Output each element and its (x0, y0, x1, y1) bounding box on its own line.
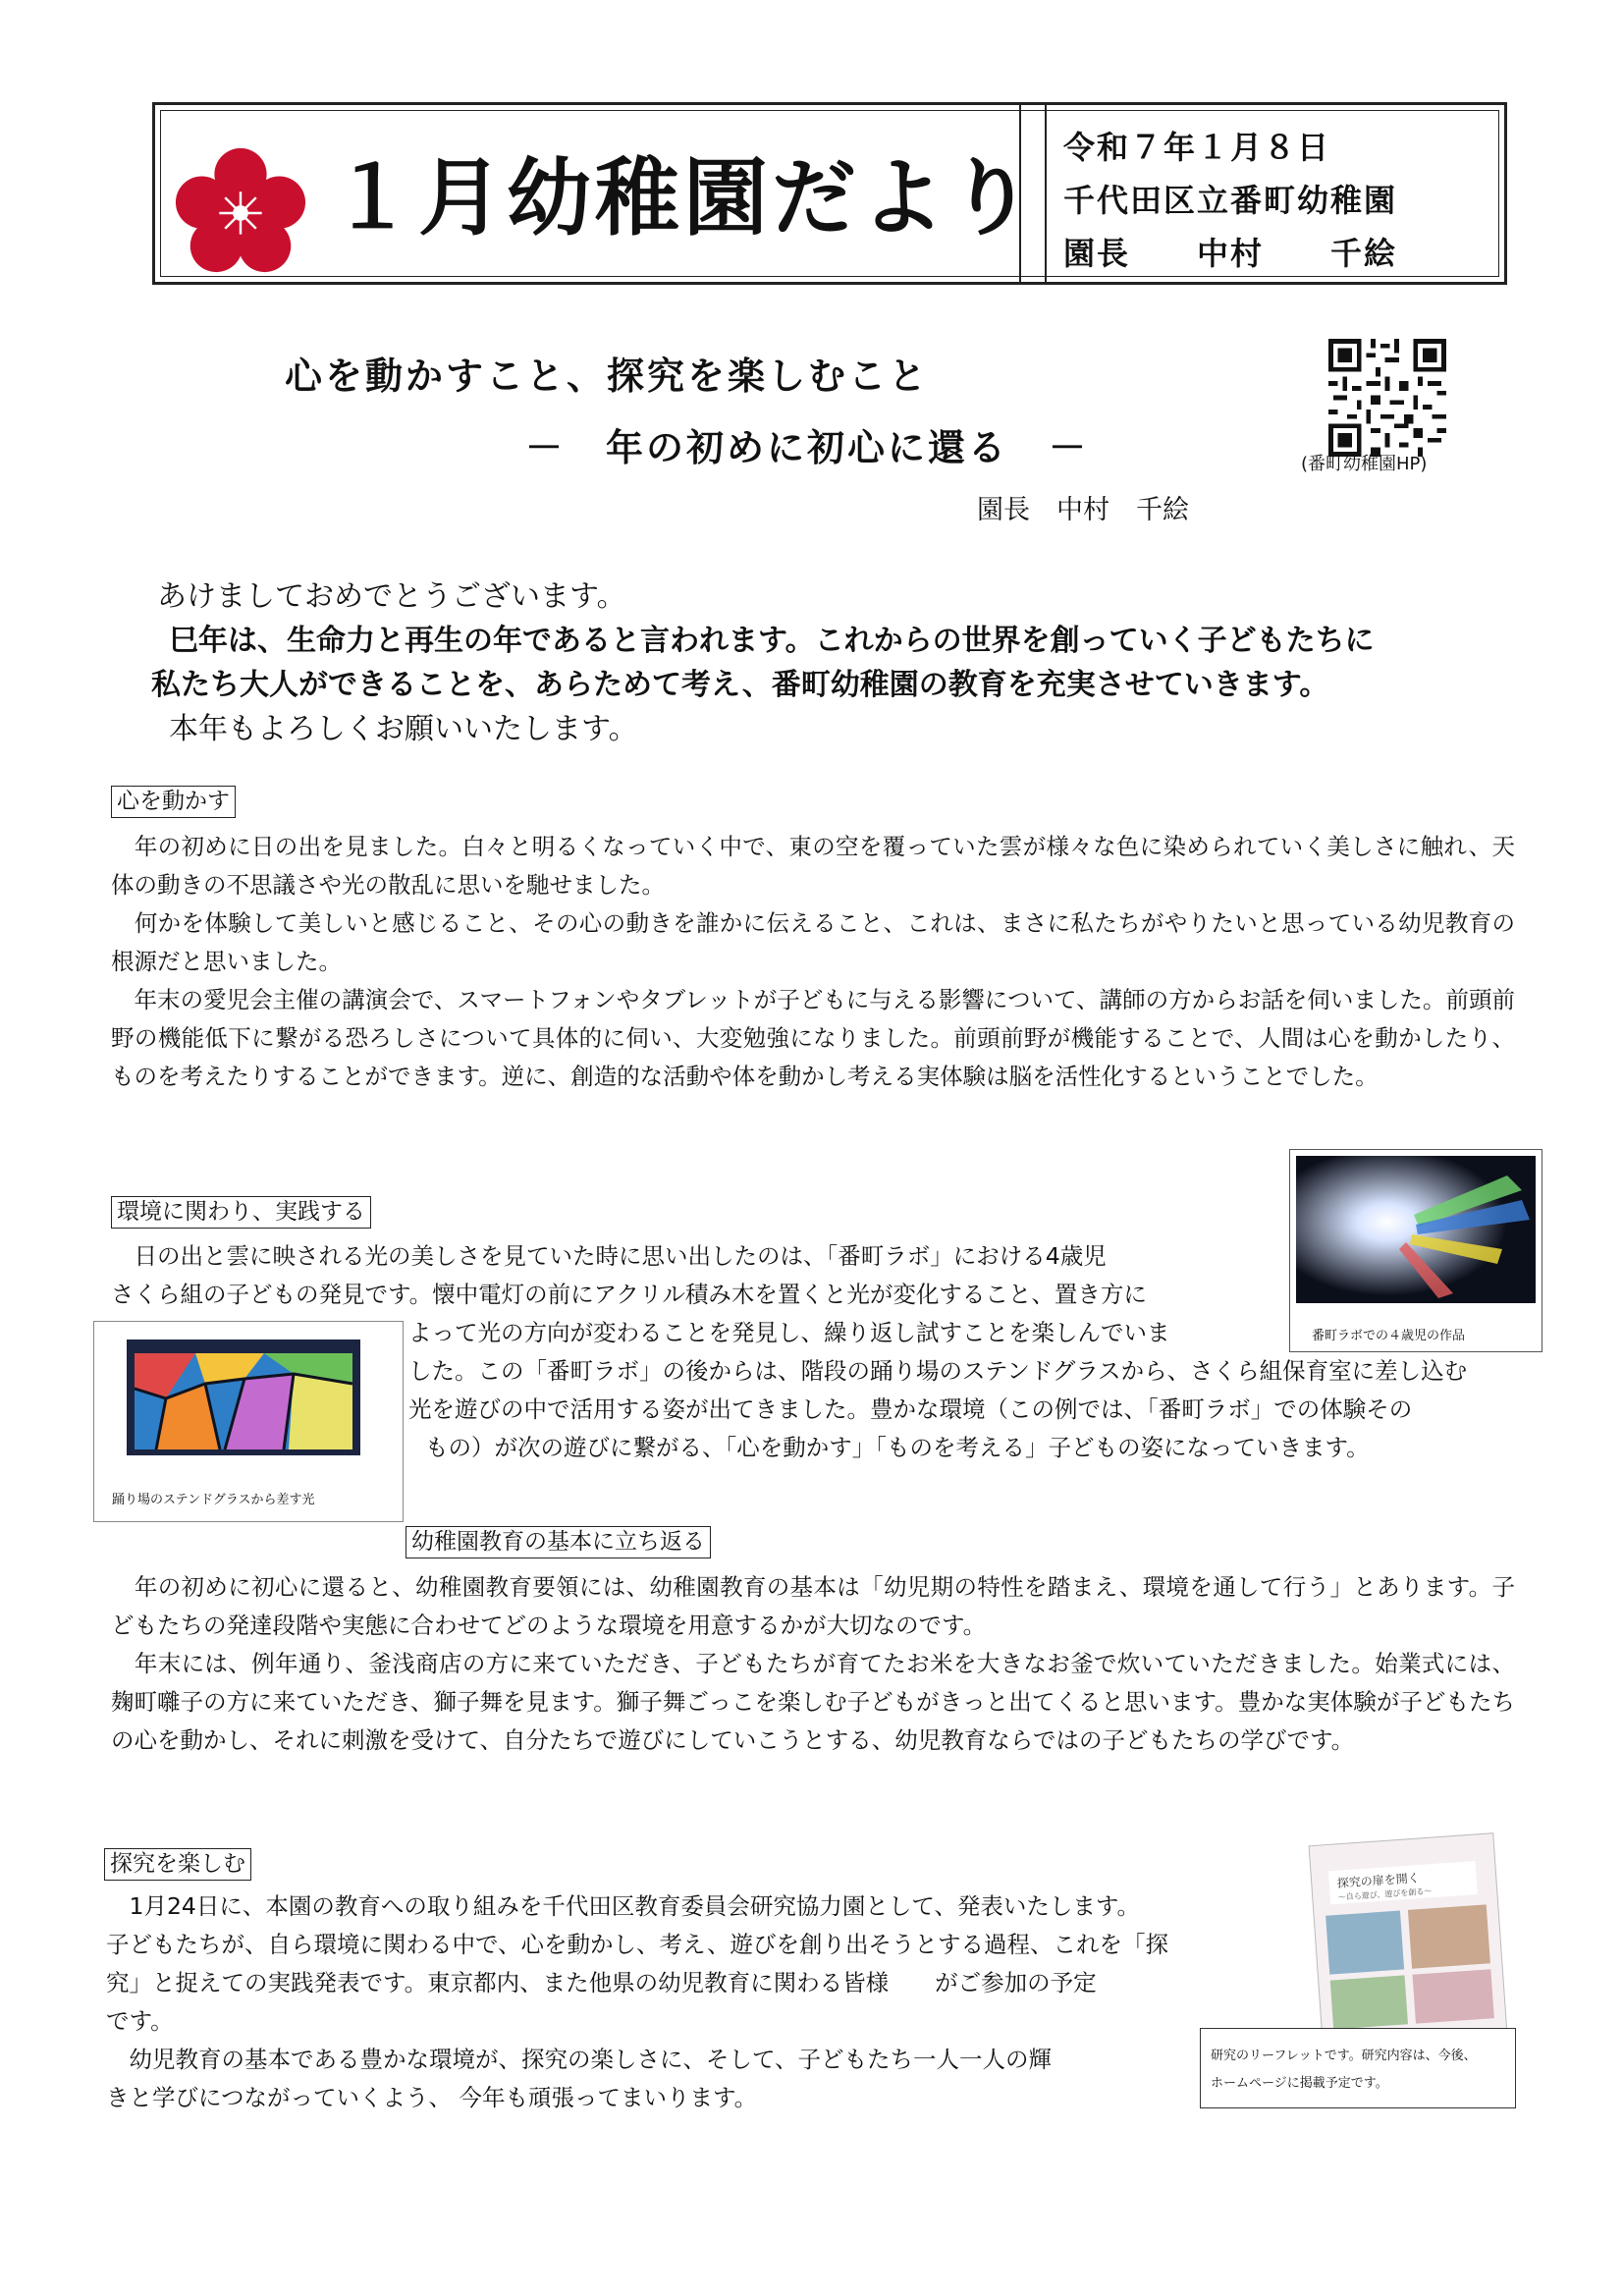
principal-name: 園長 中村 千絵 (1063, 235, 1398, 272)
newsletter-header (152, 102, 1507, 285)
lab-photo (1296, 1156, 1536, 1303)
plum-blossom-logo (173, 146, 308, 274)
text-line: 究」と捉えての実践発表です。東京都内、また他県の幼児教育に関わる皆様 がご参加の予定 (106, 1969, 1097, 1996)
article-byline: 園長 中村 千絵 (977, 495, 1189, 525)
new-year-greeting (151, 574, 1532, 751)
leaflet-caption-line: 研究のリーフレットです。研究内容は、今後、 (1211, 2049, 1477, 2063)
text-line: 光を遊びの中で活用する姿が出てきました。豊かな環境（この例では、「番町ラボ」での体験その (408, 1395, 1413, 1423)
text-line: です。 (106, 2007, 174, 2035)
header-divider (1019, 105, 1047, 282)
paragraph: 年末には、例年通り、釜浅商店の方に来ていただき、子どもたちが育てたお米を大きなお釜で炊いていただきました。始業式には、麹町囃子の方に来ていただき、獅子舞を見ます。獅子舞ごっこを楽しむ子どもがきっと出てくると思います。豊かな実体験が子どもたちの心を動かし、それに刺激を受けて、自分たちで遊びにしていこうとする、幼児教育ならではの子どもたちの学びです。 (111, 1650, 1515, 1754)
research-leaflet-image (1294, 1822, 1522, 2057)
qr-caption: (番町幼稚園HP) (1301, 454, 1428, 474)
greeting-line: 巳年は、生命力と再生の年であると言われます。これからの世界を創っていく子どもたちに (169, 624, 1375, 658)
text-line: 子どもたちが、自ら環境に関わる中で、心を動かし、考え、遊びを創り出そうとする過程、これを「探 (106, 1931, 1168, 1958)
text-line: 日の出と雲に映される光の美しさを見ていた時に思い出したのは、「番町ラボ」における4歳児 (111, 1242, 1107, 1270)
text-line: さくら組の子どもの発見です。懐中電灯の前にアクリル積み木を置くと光が変化すること、置き方に (111, 1281, 1147, 1308)
stained-glass-caption: 踊り場のステンドグラスから差す光 (112, 1493, 315, 1507)
section-heading: 幼稚園教育の基本に立ち返る (406, 1526, 711, 1558)
text-line: きと学びにつながっていくよう、 今年も頑張ってまいります。 (106, 2084, 758, 2111)
paragraph: 年の初めに初心に還ると、幼稚園教育要領には、幼稚園教育の基本は「幼児期の特性を踏まえ、環境を通して行う」とあります。子どもたちの発達段階や実態に合わせてどのような環境を用意するかが大切なのです。 (111, 1573, 1515, 1639)
text-line: した。この「番町ラボ」の後からは、階段の踊り場のステンドグラスから、さくら組保育室に差し込む (408, 1357, 1468, 1385)
lab-photo-frame (1289, 1149, 1542, 1352)
stained-glass-photo (127, 1339, 360, 1455)
section-heading: 探究を楽しむ (104, 1848, 251, 1881)
section-heading: 心を動かす (111, 786, 236, 818)
leaflet-cover-subtitle: ～自ら遊び、遊びを創る～ (1337, 1886, 1433, 1902)
text-line: よって光の方向が変わることを発見し、繰り返し試すことを楽しんでいま (408, 1319, 1170, 1346)
greeting-line: あけましておめでとうございます。 (157, 579, 626, 614)
greeting-line: 私たち大人ができることを、あらためて考え、番町幼稚園の教育を充実させていきます。 (151, 668, 1329, 702)
greeting-line: 本年もよろしくお願いいたします。 (169, 712, 638, 746)
paragraph: 年末の愛児会主催の講演会で、スマートフォンやタブレットが子どもに与える影響について、講師の方からお話を伺いました。前頭前野の機能低下に繋がる恐ろしさについて具体的に伺い、大変勉強になりました。前頭前野が機能することで、人間は心を動かしたり、ものを考えたりすることができます。逆に、創造的な活動や体を動かし考える実体験は脳を活性化するということでした。 (111, 986, 1515, 1090)
paragraph: 年の初めに日の出を見ました。白々と明るくなっていく中で、東の空を覆っていた雲が様々な色に染められていく美しさに触れ、天体の動きの不思議さや光の散乱に思いを馳せました。 (111, 833, 1515, 899)
section-body (111, 828, 1515, 1096)
issue-date: 令和７年１月８日 (1063, 129, 1331, 166)
qr-code-icon (1328, 339, 1446, 457)
leaflet-caption-line: ホームページに掲載予定です。 (1211, 2076, 1388, 2091)
header-meta (1063, 121, 1495, 280)
text-line: 1月24日に、本園の教育への取り組みを千代田区教育委員会研究協力園として、発表いたします。 (106, 1892, 1141, 1920)
lab-photo-caption: 番町ラボでの４歳児の作品 (1312, 1329, 1466, 1343)
leaflet-cover-title: 探究の扉を開く (1336, 1871, 1421, 1890)
article-subheadline: － 年の初めに初心に還る － (525, 426, 1090, 469)
school-name: 千代田区立番町幼稚園 (1063, 182, 1398, 219)
section-body (111, 1568, 1515, 1760)
section-body (106, 1887, 1294, 2117)
leaflet-caption-box (1200, 2028, 1516, 2108)
newsletter-title: １月幼稚園だより (330, 149, 1037, 247)
section-heading: 環境に関わり、実践する (111, 1196, 371, 1229)
text-line: もの）が次の遊びに繋がる、「心を動かす」「ものを考える」子どもの姿になっていきます。 (425, 1434, 1370, 1461)
stained-glass-photo-frame (93, 1321, 404, 1522)
paragraph: 何かを体験して美しいと感じること、その心の動きを誰かに伝えること、これは、まさに私たちがやりたいと思っている幼児教育の根源だと思いました。 (111, 909, 1515, 975)
article-headline: 心を動かすこと、探究を楽しむこと (285, 355, 930, 398)
text-line: 幼児教育の基本である豊かな環境が、探究の楽しさに、そして、子どもたち一人一人の輝 (106, 2046, 1053, 2073)
